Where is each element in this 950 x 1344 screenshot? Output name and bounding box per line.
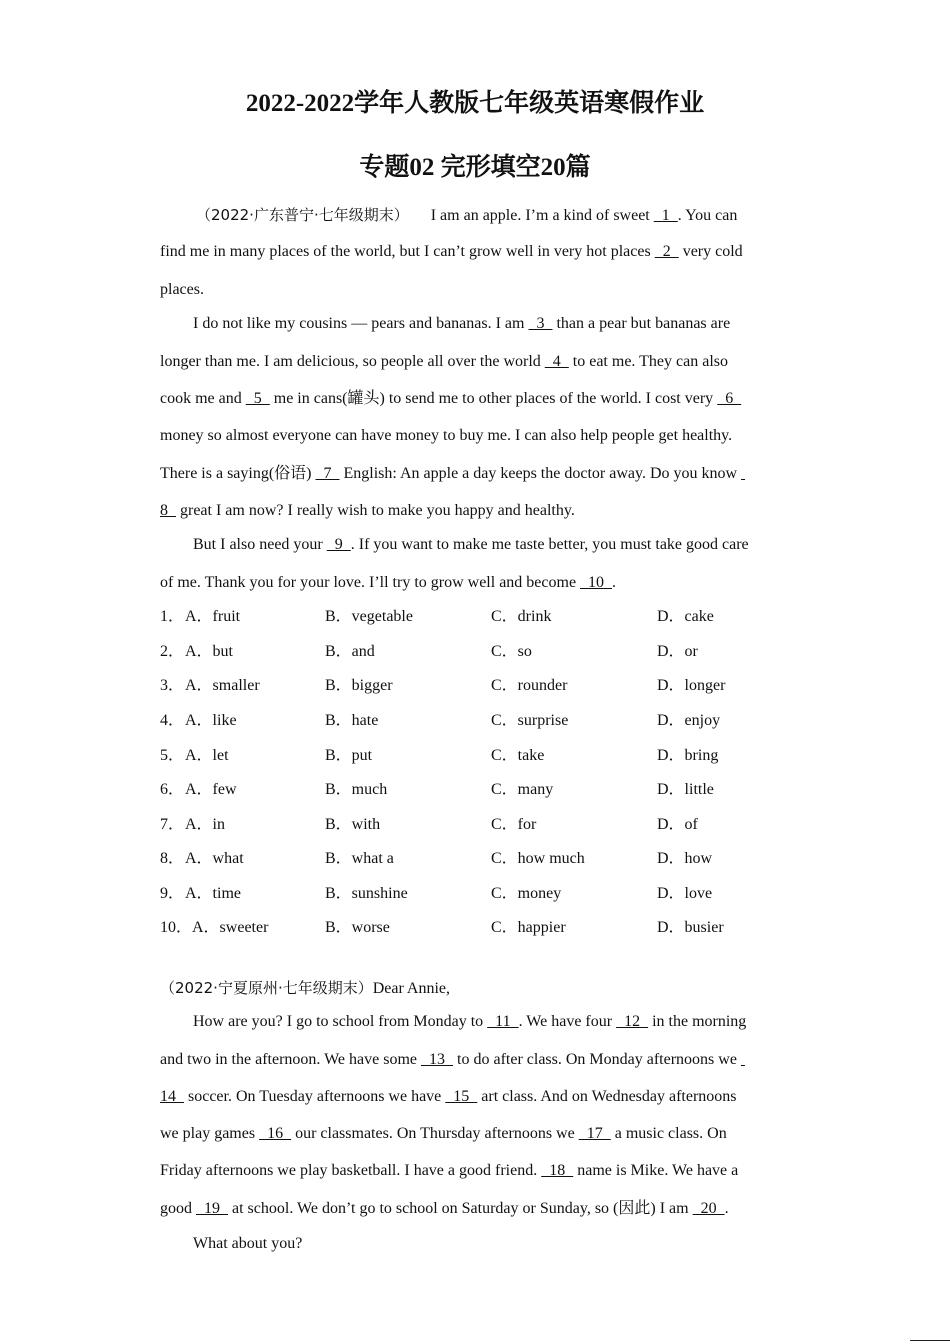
blank-7: 7 [315, 465, 340, 482]
option-b: B．vegetable [325, 608, 413, 625]
option-d: D．enjoy [657, 712, 721, 729]
option-a: A．few [185, 781, 237, 798]
option-d: D．or [657, 643, 698, 660]
option-a: A．smaller [185, 677, 260, 694]
blank-15: 15 [445, 1088, 478, 1105]
page-title: 2022-2022学年人教版七年级英语寒假作业 [245, 90, 705, 117]
blank-14-start [741, 1051, 745, 1068]
option-b: B．with [325, 816, 381, 833]
passage1-line-9: 8 great I am now? I really wish to make you happy and healthy. [160, 502, 575, 519]
page-corner-rule [910, 1340, 950, 1341]
page-subtitle: 专题02 完形填空20篇 [359, 154, 591, 181]
passage1-line-5: longer than me. I am delicious, so people all over the world 4 to eat me. They can also [160, 353, 728, 370]
passage2-source: （2022·宁夏原州·七年级期末） [160, 979, 373, 997]
option-c: C．happier [491, 919, 566, 936]
blank-17: 17 [578, 1125, 611, 1142]
option-c: C．many [491, 781, 554, 798]
passage1-line-7: money so almost everyone can have money to buy me. I can also help people get healthy. [160, 427, 733, 444]
option-c: C．drink [491, 608, 552, 625]
blank-3: 3 [528, 315, 553, 332]
passage2-line-8: What about you? [193, 1235, 303, 1252]
option-b: B．sunshine [325, 885, 408, 902]
passage1-line-4: I do not like my cousins — pears and bananas. I am 3 than a pear but bananas are [193, 315, 731, 332]
option-c: C．so [491, 643, 532, 660]
option-d: D．love [657, 885, 713, 902]
option-d: D．how [657, 850, 713, 867]
option-d: D．little [657, 781, 714, 798]
option-d: D．longer [657, 677, 726, 694]
option-a: A．fruit [185, 608, 241, 625]
passage2-line-4: 14 soccer. On Tuesday afternoons we have 15 art class. And on Wednesday afternoons [160, 1088, 737, 1105]
option-c: C．surprise [491, 712, 569, 729]
passage1-line-1: （2022·广东普宁·七年级期末） I am an apple. I’m a kind of sweet 1 . You can [196, 206, 738, 224]
blank-13: 13 [421, 1051, 454, 1068]
blank-5: 5 [245, 390, 270, 407]
option-b: B．much [325, 781, 388, 798]
option-a: A．in [185, 816, 226, 833]
option-d: D．busier [657, 919, 724, 936]
passage2-line-5: we play games 16 our classmates. On Thursday afternoons we 17 a music class. On [160, 1125, 727, 1142]
blank-20: 20 [692, 1200, 725, 1217]
option-a: A．sweeter [192, 919, 269, 936]
passage1-source: （2022·广东普宁·七年级期末） [196, 206, 409, 224]
passage2-line-3: and two in the afternoon. We have some 13 to do after class. On Monday afternoons we [160, 1050, 745, 1070]
option-c: C．for [491, 816, 537, 833]
option-b: B．worse [325, 919, 390, 936]
option-c: C．rounder [491, 677, 568, 694]
passage1-line-2: find me in many places of the world, but I can’t grow well in very hot places 2 very cold [160, 243, 743, 260]
option-b: B．hate [325, 712, 379, 729]
blank-19: 19 [196, 1200, 228, 1217]
passage1-line-10: But I also need your 9 . If you want to make me taste better, you must take good care [193, 536, 749, 553]
option-a: A．time [185, 885, 241, 902]
blank-4: 4 [544, 353, 569, 370]
option-a: A．let [185, 747, 229, 764]
option-a: A．like [185, 712, 237, 729]
blank-11: 11 [487, 1013, 519, 1030]
blank-16: 16 [259, 1125, 292, 1142]
blank-14: 14 [160, 1088, 184, 1105]
passage1-line-8: There is a saying(俗语) 7 English: An apple a day keeps the doctor away. Do you know [160, 464, 745, 484]
option-b: B．what a [325, 850, 394, 867]
blank-10: 10 [580, 574, 613, 591]
blank-8-start [741, 465, 745, 482]
passage2-line-1 [160, 978, 450, 999]
option-a: A．what [185, 850, 244, 867]
option-b: B．bigger [325, 677, 393, 694]
passage2-line-2: How are you? I go to school from Monday to 11 . We have four 12 in the morning [193, 1013, 747, 1030]
blank-2: 2 [654, 243, 679, 260]
blank-18: 18 [541, 1162, 574, 1179]
option-b: B．put [325, 747, 373, 764]
option-d: D．cake [657, 608, 714, 625]
option-c: C．money [491, 885, 562, 902]
passage1-line-11: of me. Thank you for your love. I’ll try to grow well and become 10 . [160, 574, 617, 591]
blank-1: 1 [653, 207, 678, 224]
blank-9: 9 [326, 536, 351, 553]
passage2-line-6: Friday afternoons we play basketball. I have a good friend. 18 name is Mike. We have a [160, 1162, 739, 1179]
option-a: A．but [185, 643, 234, 660]
blank-8: 8 [160, 502, 176, 519]
blank-12: 12 [616, 1013, 649, 1030]
option-d: D．bring [657, 747, 719, 764]
letter-greeting: Dear Annie, [372, 980, 451, 997]
blank-6: 6 [717, 390, 742, 407]
passage2-line-7: good 19 at school. We don’t go to school on Saturday or Sunday, so (因此) I am 20 . [160, 1200, 729, 1217]
passage1-line-6: cook me and 5 me in cans(罐头) to send me to other places of the world. I cost very 6 [160, 390, 742, 407]
passage1-line-3: places. [160, 281, 204, 298]
option-b: B．and [325, 643, 375, 660]
option-d: D．of [657, 816, 698, 833]
option-c: C．take [491, 747, 545, 764]
option-c: C．how much [491, 850, 585, 867]
